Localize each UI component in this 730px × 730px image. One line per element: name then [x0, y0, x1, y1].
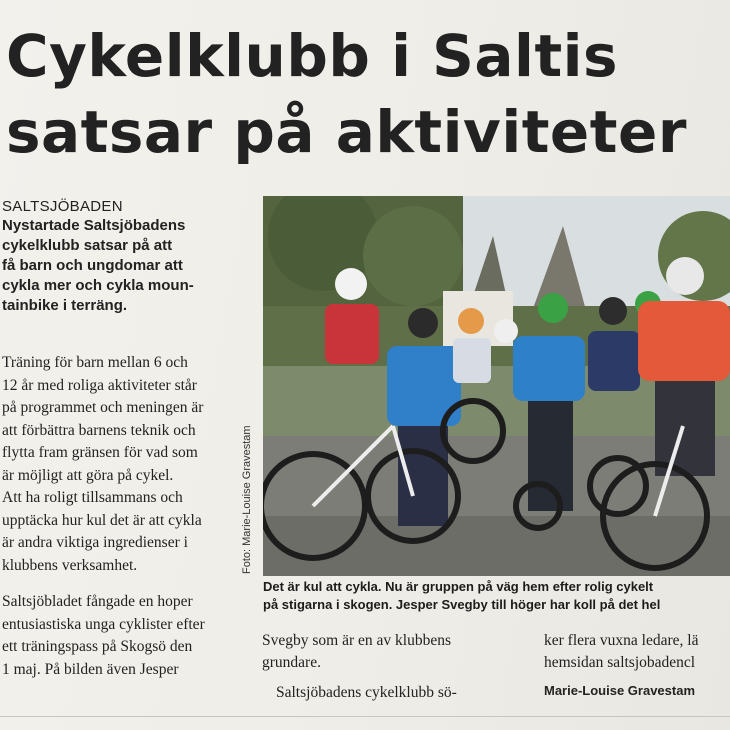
photo-credit: Foto: Marie-Louise Gravestam [241, 425, 253, 574]
body-column-1 [2, 352, 240, 681]
article-photo [263, 196, 730, 576]
body-line: ker flera vuxna ledare, lä [544, 632, 699, 649]
ingress-line: cykelklubb satsar på att [2, 237, 173, 254]
body-line: upptäcka hur kul det är att cykla [2, 511, 202, 529]
body-line: Träning för barn mellan 6 och [2, 354, 188, 371]
body-column-2 [262, 630, 534, 704]
caption-line: på stigarna i skogen. Jesper Svegby till höger har koll på det hel [263, 597, 661, 612]
body-line: 12 år med roliga aktiviteter står [2, 376, 197, 394]
body-line: på programmet och meningen är [2, 399, 204, 416]
body-line: Att ha roligt tillsammans och [2, 489, 183, 506]
body-line: är möjligt att göra på cykel. [2, 466, 174, 484]
page-edge-rule [0, 716, 730, 717]
body-line: Saltsjöbladet fångade en hoper [2, 593, 193, 610]
photo-illustration [263, 196, 730, 576]
paragraph-gap [262, 674, 534, 682]
body-line: grundare. [262, 654, 321, 671]
body-line: Saltsjöbadens cykelklubb sö- [276, 684, 457, 701]
ingress-line: tainbike i terräng. [2, 297, 128, 314]
body-line: klubbens verksamhet. [2, 556, 138, 574]
byline: Marie-Louise Gravestam [544, 683, 696, 698]
caption-line: Det är kul att cykla. Nu är gruppen på väg hem efter rolig cykelt [263, 579, 654, 594]
ingress-line: cykla mer och cykla moun- [2, 277, 194, 294]
body-line: ett träningspass på Skogsö den [2, 638, 193, 655]
body-line: 1 maj. På bilden även Jesper [2, 660, 179, 678]
body-line: är andra viktiga ingredienser i [2, 534, 188, 551]
headline-line-2: satsar på aktiviteter [6, 98, 687, 166]
paragraph-gap [2, 577, 240, 591]
body-line: flytta fram gränsen för vad som [2, 444, 198, 461]
headline-line-1: Cykelklubb i Saltis [6, 22, 619, 90]
body-line: hemsidan saltsjobadencl [544, 654, 696, 671]
photo-caption [263, 578, 730, 614]
ingress [2, 216, 237, 316]
ingress-line: Nystartade Saltsjöbadens [2, 217, 186, 234]
body-line: att förbättra barnens teknik och [2, 421, 196, 439]
body-column-3 [544, 630, 730, 702]
dateline: SALTSJÖBADEN [2, 198, 123, 215]
body-line: Svegby som är en av klubbens [262, 632, 451, 649]
body-line: entusiastiska unga cyklister efter [2, 615, 205, 633]
ingress-line: få barn och ungdomar att [2, 257, 183, 274]
